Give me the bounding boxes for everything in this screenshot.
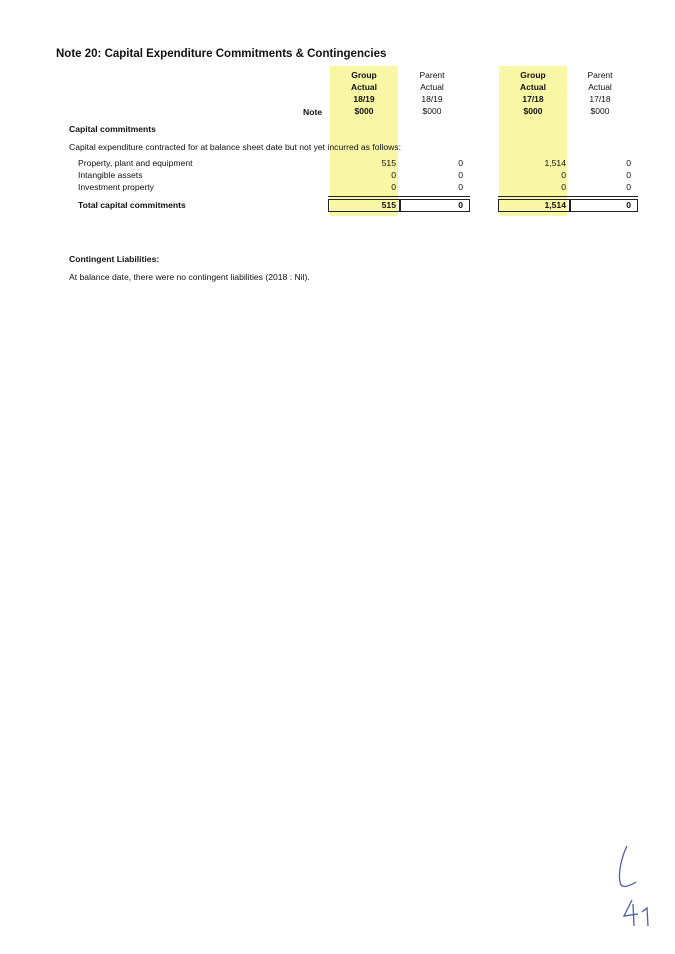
investment-group-1718: 0 <box>561 182 566 192</box>
investment-group-1819: 0 <box>391 182 396 192</box>
contingent-text: At balance date, there were no contingent liabilities (2018 : Nil). <box>69 272 310 282</box>
total-group-1819: 515 <box>381 200 396 210</box>
intangible-group-1819: 0 <box>391 170 396 180</box>
handwritten-signature <box>610 842 670 932</box>
capital-commitments-heading: Capital commitments <box>69 124 156 134</box>
row-label-ppe: Property, plant and equipment <box>78 158 193 168</box>
note-col-label: Note <box>303 107 323 117</box>
row-label-intangible: Intangible assets <box>78 170 143 180</box>
contingent-heading: Contingent Liabilities: <box>69 254 160 264</box>
capital-commitments-intro: Capital expenditure contracted for at balance sheet date but not yet incurred as follows: <box>69 142 402 152</box>
ppe-group-1819: 515 <box>381 158 396 168</box>
col-parent-1718-header: Parent Actual 17/18 $000 <box>587 70 613 116</box>
investment-parent-1819: 0 <box>458 182 463 192</box>
total-group-1718: 1,514 <box>544 200 566 210</box>
investment-parent-1718: 0 <box>626 182 631 192</box>
ppe-group-1718: 1,514 <box>544 158 566 168</box>
ppe-parent-1819: 0 <box>458 158 463 168</box>
note-title: Note 20: Capital Expenditure Commitments & Contingencies <box>56 48 387 60</box>
total-top-rule-1819 <box>328 196 470 197</box>
total-parent-1819: 0 <box>458 200 463 210</box>
row-label-investment: Investment property <box>78 182 154 192</box>
ppe-parent-1718: 0 <box>626 158 631 168</box>
total-top-rule-1718 <box>498 196 638 197</box>
intangible-parent-1819: 0 <box>458 170 463 180</box>
col-parent-1819-header: Parent Actual 18/19 $000 <box>419 70 445 116</box>
intangible-group-1718: 0 <box>561 170 566 180</box>
intangible-parent-1718: 0 <box>626 170 631 180</box>
total-label: Total capital commitments <box>78 200 186 210</box>
total-parent-1718: 0 <box>626 200 631 210</box>
col-group-1718-header: Group Actual 17/18 $000 <box>520 70 546 116</box>
col-group-1819-header: Group Actual 18/19 $000 <box>351 70 377 116</box>
